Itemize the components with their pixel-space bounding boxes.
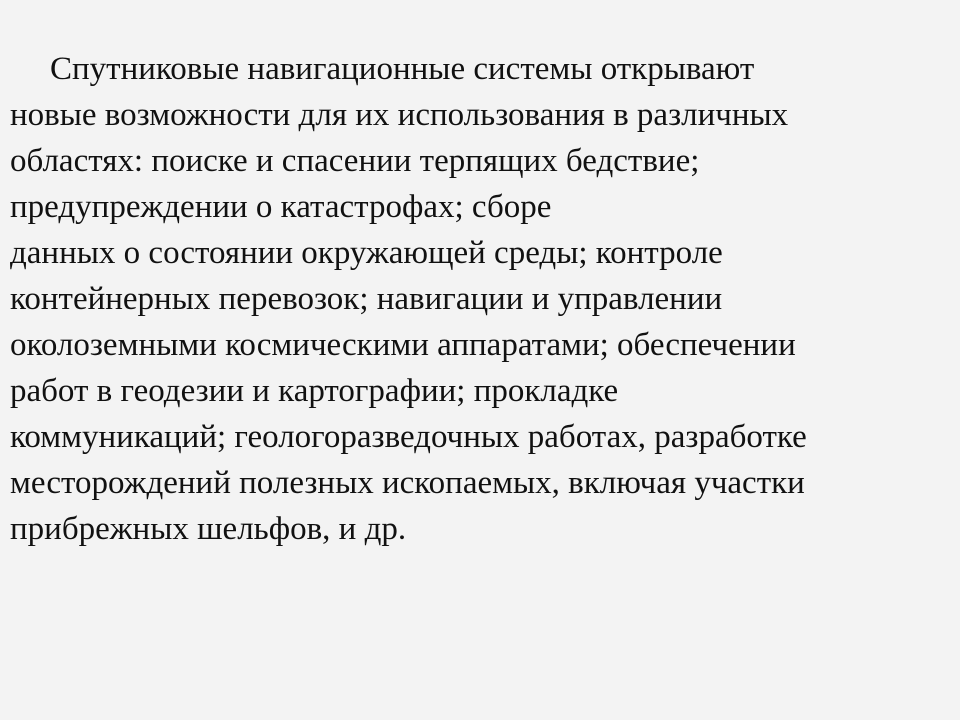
paragraph-line: новые возможности для их использования в различных xyxy=(10,97,789,133)
paragraph-line: данных о состоянии окружающей среды; контроле xyxy=(10,235,723,271)
paragraph-line: предупреждении о катастрофах; сборе xyxy=(10,189,552,225)
paragraph-line: околоземными космическими аппаратами; обеспечении xyxy=(10,327,796,363)
paragraph-line: Спутниковые навигационные системы открывают xyxy=(50,51,755,87)
paragraph-line: областях: поиске и спасении терпящих бедствие; xyxy=(10,143,700,179)
paragraph-line: коммуникаций; геологоразведочных работах, разработке xyxy=(10,419,807,455)
paragraph-line: месторождений полезных ископаемых, включая участки xyxy=(10,465,805,501)
paragraph-line: прибрежных шельфов, и др. xyxy=(10,511,407,547)
paragraph-line: работ в геодезии и картографии; прокладке xyxy=(10,373,619,409)
paragraph-line: контейнерных перевозок; навигации и управлении xyxy=(10,281,723,317)
body-paragraph xyxy=(10,46,950,552)
